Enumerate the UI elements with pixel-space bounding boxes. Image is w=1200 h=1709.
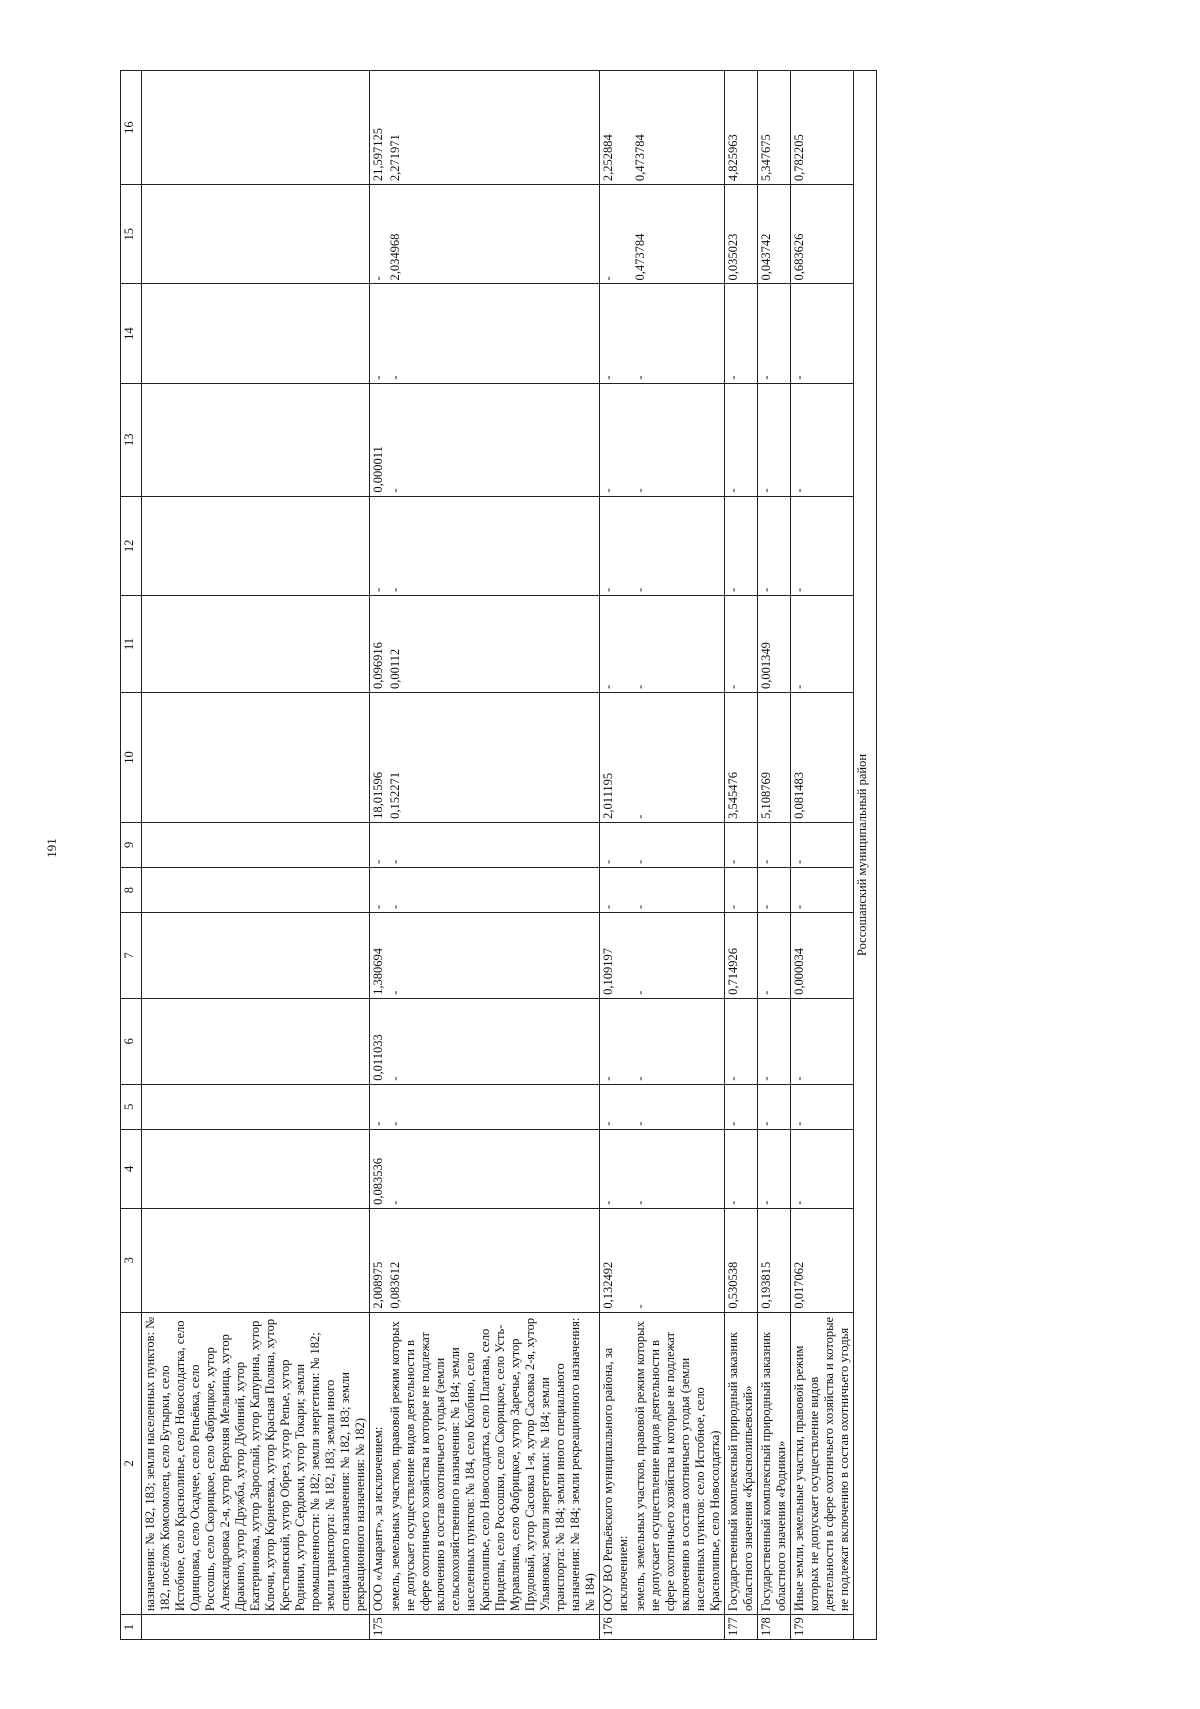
- value-cell: -: [600, 867, 633, 912]
- value-cell: -: [725, 998, 758, 1084]
- value-cell: -: [600, 998, 633, 1084]
- value-cell: -: [632, 1208, 725, 1312]
- value-cell: 0,001349: [758, 595, 791, 692]
- value-cell: -: [725, 1084, 758, 1129]
- value-cell: -: [387, 822, 600, 867]
- value-cell: -: [632, 284, 725, 383]
- value-cell: -: [387, 284, 600, 383]
- column-number-header: 13: [121, 383, 142, 496]
- value-cell: 0,530538: [725, 1208, 758, 1312]
- value-cell: -: [725, 822, 758, 867]
- value-cell: -: [725, 595, 758, 692]
- value-cell: -: [758, 284, 791, 383]
- value-cell: -: [370, 822, 388, 867]
- continuation-text: назначения: № 182, 183; земли населенных пунктов: № 182, посёлок Комсомолец, село Бутырки, село Истобное, село Краснолипье, село Новосолдатка, село Одинцовка, село Осадчее, село Репьёвка, село Россошь, село Скорицкое, село Фабрицкое, хутор Александровка 2-я, хутор Верхняя Мельница, хутор Дракино, хутор Дружба, хутор Дубиний, хутор Екатериновка, хутор Зарослый, хутор Капурина, хутор Ключи, хутор Корнеевка, хутор Красная Поляна, хутор Крестьянский, хутор Обрез, хутор Репье, хутор Родники, хутор Сердюки, хутор Токари; земли промышленности: № 182; земли энергетики: № 182; земли транспорта: № 182, 183; земли иного специального назначения: № 182, 183; земли рекреационного назначения: № 182): [142, 1312, 370, 1615]
- value-cell: -: [600, 822, 633, 867]
- column-number-header: 8: [121, 867, 142, 912]
- value-cell: -: [632, 1129, 725, 1208]
- value-cell: -: [791, 383, 854, 496]
- column-number-header: 5: [121, 1084, 142, 1129]
- value-cell: 0,043742: [758, 185, 791, 284]
- value-cell: 2,271971: [387, 71, 600, 185]
- column-number-header: 11: [121, 595, 142, 692]
- row-number-cell: [387, 1615, 600, 1640]
- table-row: [600, 71, 633, 1640]
- value-cell: -: [387, 1084, 600, 1129]
- column-number-header: 7: [121, 913, 142, 999]
- column-number-header: 6: [121, 998, 142, 1084]
- value-cell: 5,108769: [758, 693, 791, 823]
- value-cell: -: [791, 496, 854, 595]
- table-row: [758, 71, 791, 1640]
- value-cell: -: [791, 822, 854, 867]
- exclusion-text-cell: земель, земельных участков, правовой режим которых не допускает осуществление видов деятельности в сфере охотничьего хозяйства и которые не подлежат включению в состав охотничьего угодья (земли населенных пунктов: село Истобное, село Краснолипье, село Новосолдатка): [632, 1312, 725, 1615]
- value-cell: 0,132492: [600, 1208, 633, 1312]
- value-cell: -: [758, 867, 791, 912]
- value-cell: -: [725, 496, 758, 595]
- value-cell: 0,083536: [370, 1129, 388, 1208]
- value-cell: -: [791, 867, 854, 912]
- column-number-header: 14: [121, 284, 142, 383]
- table-subrow: [387, 71, 600, 1640]
- value-cell: 0,000011: [370, 383, 388, 496]
- value-cell: -: [725, 1129, 758, 1208]
- value-cell: -: [632, 383, 725, 496]
- value-cell: -: [600, 1084, 633, 1129]
- value-cell: -: [632, 693, 725, 823]
- value-cell: 0,083612: [387, 1208, 600, 1312]
- page-number: 191: [44, 838, 59, 858]
- object-name-cell: Государственный комплексный природный заказник областного значения «Краснолипьевский»: [725, 1312, 758, 1615]
- row-number-cell: 179: [791, 1615, 854, 1640]
- value-cell: 0,00112: [387, 595, 600, 692]
- value-cell: 0,782205: [791, 71, 854, 185]
- value-cell: -: [387, 496, 600, 595]
- table-row: [370, 71, 388, 1640]
- table-row: [725, 71, 758, 1640]
- value-cell: 2,034968: [387, 185, 600, 284]
- value-cell: -: [370, 496, 388, 595]
- value-cell: 2,011195: [600, 693, 633, 823]
- column-number-header: 15: [121, 185, 142, 284]
- value-cell: -: [791, 1084, 854, 1129]
- value-cell: -: [758, 1129, 791, 1208]
- value-cell: 0,011033: [370, 998, 388, 1084]
- value-cell: -: [758, 998, 791, 1084]
- object-name-cell: Государственный комплексный природный заказник областного значения «Родники»: [758, 1312, 791, 1615]
- column-number-header: 1: [121, 1615, 142, 1640]
- column-number-header: 2: [121, 1312, 142, 1615]
- value-cell: -: [600, 284, 633, 383]
- data-table: [120, 70, 877, 1640]
- value-cell: -: [758, 822, 791, 867]
- value-cell: -: [370, 867, 388, 912]
- value-cell: 1,380694: [370, 913, 388, 999]
- row-number-cell: 178: [758, 1615, 791, 1640]
- value-cell: 0,193815: [758, 1208, 791, 1312]
- value-cell: -: [600, 383, 633, 496]
- table-sheet: [120, 70, 1125, 1640]
- value-cell: -: [725, 284, 758, 383]
- value-cell: -: [758, 913, 791, 999]
- column-number-row: [121, 71, 142, 1640]
- district-heading: Россошанский муниципальный район: [854, 71, 877, 1640]
- value-cell: -: [791, 595, 854, 692]
- value-cell: 0,035023: [725, 185, 758, 284]
- value-cell: 3,545476: [725, 693, 758, 823]
- value-cell: -: [387, 1129, 600, 1208]
- value-cell: -: [632, 595, 725, 692]
- row-number-cell: [142, 1615, 370, 1640]
- value-cell: 5,347675: [758, 71, 791, 185]
- value-cell: -: [791, 1129, 854, 1208]
- value-cell: -: [632, 822, 725, 867]
- value-cell: 21,597125: [370, 71, 388, 185]
- value-cell: -: [758, 383, 791, 496]
- continuation-row: [142, 71, 370, 1640]
- column-number-header: 12: [121, 496, 142, 595]
- value-cell: -: [600, 1129, 633, 1208]
- district-heading-row: [854, 71, 877, 1640]
- value-cell: 0,152271: [387, 693, 600, 823]
- value-cell: -: [632, 867, 725, 912]
- value-cell: -: [791, 998, 854, 1084]
- value-cell: -: [387, 867, 600, 912]
- value-cell: -: [758, 1084, 791, 1129]
- value-cell: 2,008975: [370, 1208, 388, 1312]
- value-cell: -: [632, 998, 725, 1084]
- value-cell: -: [600, 185, 633, 284]
- value-cell: -: [387, 383, 600, 496]
- value-cell: -: [758, 496, 791, 595]
- object-name-cell: ООУ ВО Репьёвского муниципального района, за исключением:: [600, 1312, 633, 1615]
- value-cell: -: [600, 496, 633, 595]
- value-cell: -: [725, 867, 758, 912]
- value-cell: -: [370, 185, 388, 284]
- object-name-cell: ООО «Амарант», за исключением:: [370, 1312, 388, 1615]
- value-cell: -: [632, 496, 725, 595]
- column-number-header: 9: [121, 822, 142, 867]
- row-number-cell: [632, 1615, 725, 1640]
- value-cell: -: [387, 998, 600, 1084]
- row-number-cell: 175: [370, 1615, 388, 1640]
- object-name-cell: Иные земли, земельные участки, правовой режим которых не допускает осуществление видов деятельности в сфере охотничьего хозяйства и которые не подлежат включению в состав охотничьего угодья: [791, 1312, 854, 1615]
- value-cell: 0,017062: [791, 1208, 854, 1312]
- value-cell: 0,473784: [632, 71, 725, 185]
- column-number-header: 4: [121, 1129, 142, 1208]
- value-cell: 0,000034: [791, 913, 854, 999]
- table-row: [791, 71, 854, 1640]
- column-number-header: 3: [121, 1208, 142, 1312]
- value-cell: -: [791, 284, 854, 383]
- value-cell: 0,714926: [725, 913, 758, 999]
- row-number-cell: 177: [725, 1615, 758, 1640]
- exclusion-text-cell: земель, земельных участков, правовой режим которых не допускает осуществление видов деятельности в сфере охотничьего хозяйства и которые не подлежат включению в состав охотничьего угодья (земли сельскохозяйственного назначения: № 184; земли населенных пунктов: № 184, село Колбино, село Краснолипье, село Новосолдатка, село Платава, село Придепы, село Россошки, село Скорицкое, село Усть-Муравлянка, село Фабрицкое, хутор Заречье, хутор Прудовый, хутор Сасовка 1-я, хутор Сасовка 2-я, хутор Ульяновка; земли энергетики: № 184; земли транспорта: № 184; земли иного специального назначения: № 184; земли рекреационного назначения: № 184): [387, 1312, 600, 1615]
- table-body: [142, 71, 877, 1640]
- value-cell: 0,081483: [791, 693, 854, 823]
- value-cell: -: [632, 913, 725, 999]
- value-cell: -: [600, 595, 633, 692]
- value-cell: -: [370, 1084, 388, 1129]
- table-subrow: [632, 71, 725, 1640]
- value-cell: 0,683626: [791, 185, 854, 284]
- value-cell: 4,825963: [725, 71, 758, 185]
- value-cell: 0,096916: [370, 595, 388, 692]
- value-cell: -: [370, 284, 388, 383]
- row-number-cell: 176: [600, 1615, 633, 1640]
- value-cell: -: [725, 383, 758, 496]
- column-number-header: 10: [121, 693, 142, 823]
- value-cell: -: [387, 913, 600, 999]
- value-cell: 18,01596: [370, 693, 388, 823]
- column-number-header: 16: [121, 71, 142, 185]
- value-cell: 0,109197: [600, 913, 633, 999]
- value-cell: 0,473784: [632, 185, 725, 284]
- value-cell: 2,252884: [600, 71, 633, 185]
- value-cell: -: [632, 1084, 725, 1129]
